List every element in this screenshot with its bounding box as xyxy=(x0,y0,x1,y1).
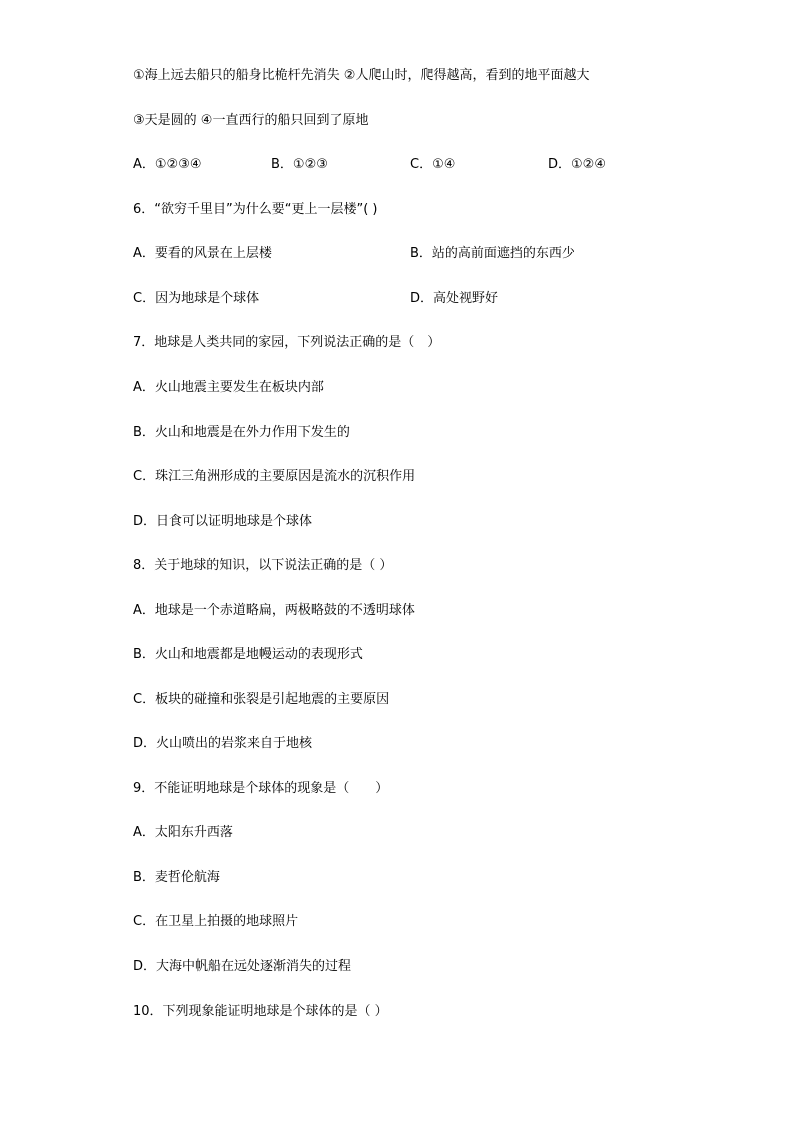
q7-option-d: D．日食可以证明地球是个球体 xyxy=(133,514,313,529)
q8-option-a: A．地球是一个赤道略扁，两极略鼓的不透明球体 xyxy=(133,603,415,618)
q6-stem: 6．“欲穷千里目”为什么要“更上一层楼”( ) xyxy=(133,202,378,217)
q5-option-c: C．①④ xyxy=(410,157,456,172)
q7-option-b: B．火山和地震是在外力作用下发生的 xyxy=(133,425,350,440)
q9-option-a: A．太阳东升西落 xyxy=(133,825,233,840)
q5-option-d: D．①②④ xyxy=(548,157,606,172)
q9-option-b: B．麦哲伦航海 xyxy=(133,870,220,885)
q7-option-a: A．火山地震主要发生在板块内部 xyxy=(133,380,324,395)
q9-option-c: C．在卫星上拍摄的地球照片 xyxy=(133,914,299,929)
q8-option-d: D．火山喷出的岩浆来自于地核 xyxy=(133,736,313,751)
q6-option-a: A．要看的风景在上层楼 xyxy=(133,246,272,261)
q5-statement-line-2: ③天是圆的 ④一直西行的船只回到了原地 xyxy=(133,113,369,128)
q9-option-d: D．大海中帆船在远处逐渐消失的过程 xyxy=(133,959,352,974)
q8-stem: 8．关于地球的知识，以下说法正确的是（ ） xyxy=(133,558,393,573)
q7-stem: 7．地球是人类共同的家园，下列说法正确的是（ ） xyxy=(133,335,441,350)
q7-option-c: C．珠江三角洲形成的主要原因是流水的沉积作用 xyxy=(133,469,416,484)
q5-option-b: B．①②③ xyxy=(271,157,328,172)
q9-stem: 9．不能证明地球是个球体的现象是（ ） xyxy=(133,781,389,796)
q8-option-c: C．板块的碰撞和张裂是引起地震的主要原因 xyxy=(133,692,390,707)
q8-option-b: B．火山和地震都是地幔运动的表现形式 xyxy=(133,647,363,662)
q5-option-a: A．①②③④ xyxy=(133,157,202,172)
q5-statement-line-1: ①海上远去船只的船身比桅杆先消失 ②人爬山时，爬得越高，看到的地平面越大 xyxy=(133,68,590,83)
q6-option-c: C．因为地球是个球体 xyxy=(133,291,260,306)
q6-option-b: B．站的高前面遮挡的东西少 xyxy=(410,246,575,261)
q10-stem: 10．下列现象能证明地球是个球体的是（ ） xyxy=(133,1004,388,1019)
q6-option-d: D．高处视野好 xyxy=(410,291,499,306)
